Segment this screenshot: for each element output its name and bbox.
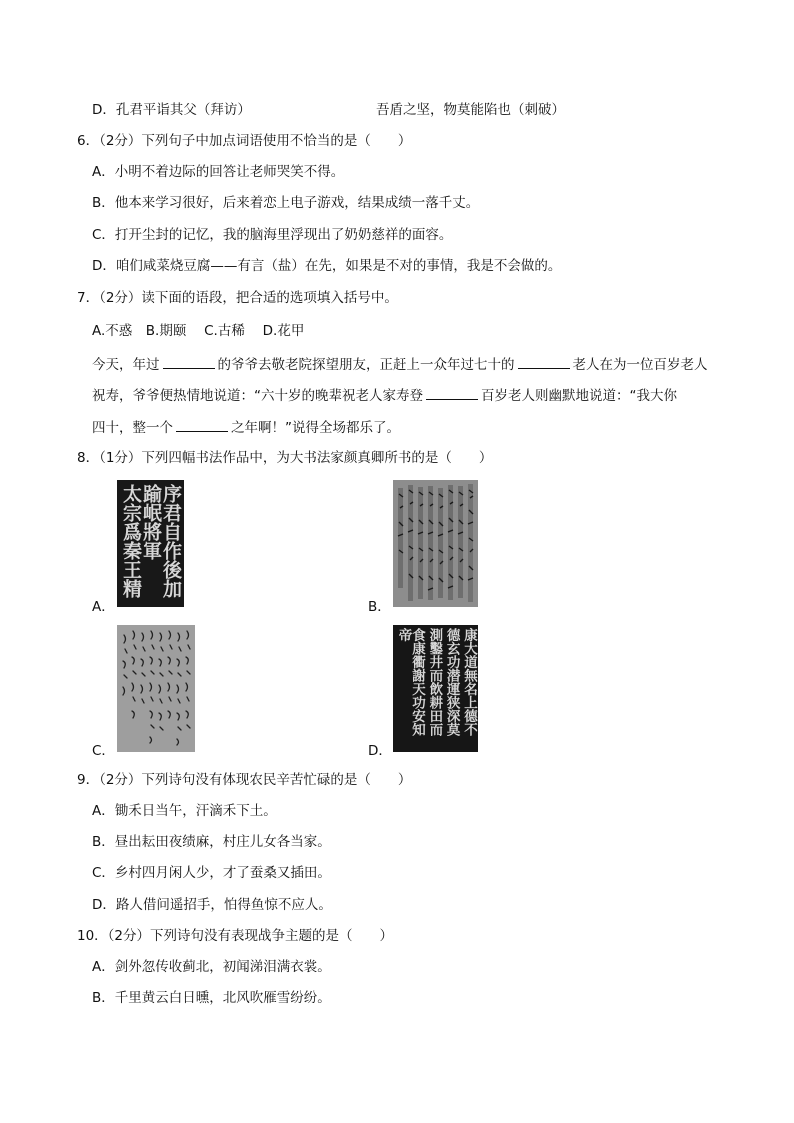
calligraphy-image-a	[117, 480, 184, 607]
q7-text: 今天，年过	[92, 357, 160, 373]
q9-option-c: C．乡村四月闲人少，才了蚕桑又插田。	[92, 865, 331, 881]
q7-text: 四十，整一个	[92, 420, 173, 436]
calligraphy-column: 康大道無名上德不	[460, 628, 477, 736]
calligraphy-column: 太宗爲秦王精	[120, 484, 142, 598]
q5-option-d-right: 吾盾之坚，物莫能陷也（刺破）	[376, 102, 565, 118]
q6-option-d: D．咱们咸菜烧豆腐——有言（盐）在先，如果是不对的事情，我是不会做的。	[92, 258, 562, 274]
calligraphy-a-text	[121, 484, 180, 603]
q8-option-c-label: C．	[92, 743, 115, 759]
calligraphy-column: 測鑿井而飲耕田而	[426, 628, 443, 736]
calligraphy-b-svg	[393, 480, 478, 607]
blank	[426, 386, 478, 400]
q7-text: 老人在为一位百岁老人	[572, 357, 708, 373]
q8-option-a-label: A．	[92, 599, 115, 615]
q7-paragraph-line-1	[92, 355, 708, 374]
calligraphy-column: 食康衢謝天功安知帝	[395, 628, 425, 736]
calligraphy-image-d	[393, 625, 478, 752]
q5-option-d-left: D．孔君平诣其父（拜访）	[92, 102, 251, 118]
q8-option-d-label: D．	[368, 743, 392, 759]
q9-option-d: D．路人借问遥招手，怕得鱼惊不应人。	[92, 897, 332, 913]
q7-text: 之年啊！”说得全场都乐了。	[231, 420, 400, 436]
q7-text: 百岁老人则幽默地说道：“我大你	[481, 388, 677, 404]
q7-paragraph-line-2	[92, 386, 677, 405]
calligraphy-image-b	[393, 480, 478, 607]
q9-stem: 9．（2分）下列诗句没有体现农民辛苦忙碌的是（ ）	[77, 772, 412, 788]
blank	[176, 418, 228, 432]
q6-option-b: B．他本来学习很好，后来着恋上电子游戏，结果成绩一落千丈。	[92, 195, 480, 211]
calligraphy-image-c	[117, 625, 195, 752]
q9-option-b: B．昼出耘田夜绩麻，村庄儿女各当家。	[92, 834, 331, 850]
q7-text: 的爷爷去敬老院探望朋友，正赶上一众年过七十的	[217, 357, 515, 373]
q6-option-c: C．打开尘封的记忆，我的脑海里浮现出了奶奶慈祥的面容。	[92, 227, 453, 243]
q7-options: A.不惑 B.期颐 C.古稀 D.花甲	[92, 323, 305, 339]
q7-text: 祝寿，爷爷便热情地说道：“六十岁的晚辈祝老人家寿登	[92, 388, 423, 404]
q10-stem: 10．（2分）下列诗句没有表现战争主题的是（ ）	[77, 928, 394, 944]
q9-option-a: A．锄禾日当午，汗滴禾下土。	[92, 803, 277, 819]
calligraphy-d-text	[396, 628, 475, 749]
q8-stem: 8．（1分）下列四幅书法作品中，为大书法家颜真卿所书的是（ ）	[77, 450, 493, 466]
calligraphy-c-svg	[117, 625, 195, 752]
q7-stem: 7．（2分）读下面的语段，把合适的选项填入括号中。	[77, 290, 398, 306]
q8-option-b-label: B．	[368, 599, 391, 615]
calligraphy-column: 德玄功潜運狭深莫	[443, 628, 460, 736]
calligraphy-column: 踰岷將軍	[140, 484, 162, 560]
q7-paragraph-line-3	[92, 418, 400, 437]
blank	[518, 355, 570, 369]
q6-stem: 6．（2分）下列句子中加点词语使用不恰当的是（ ）	[77, 133, 412, 149]
calligraphy-column: 序君自作後加	[160, 484, 182, 598]
q10-option-b: B．千里黄云白日曛，北风吹雁雪纷纷。	[92, 990, 331, 1006]
blank	[163, 355, 215, 369]
q6-option-a: A．小明不着边际的回答让老师哭笑不得。	[92, 164, 345, 180]
q10-option-a: A．剑外忽传收蓟北，初闻涕泪满衣裳。	[92, 959, 331, 975]
